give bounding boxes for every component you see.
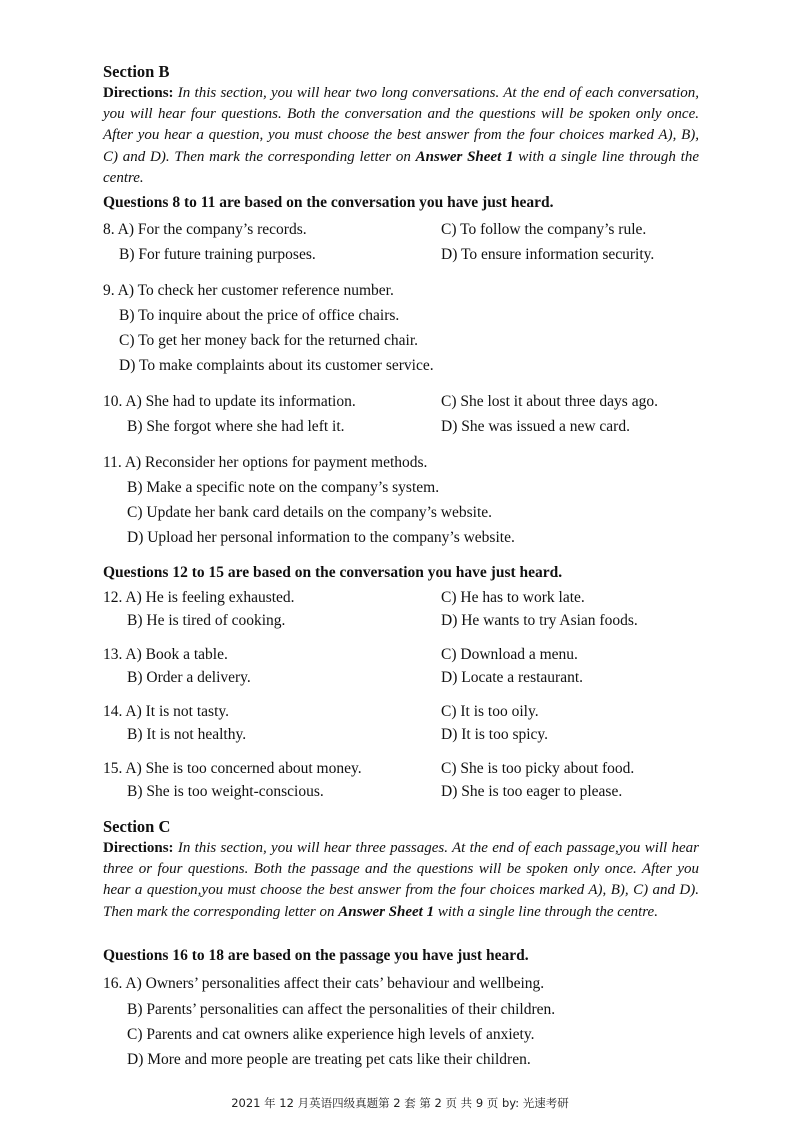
directions-label: Directions:	[103, 85, 174, 101]
directions-label: Directions:	[103, 840, 174, 856]
section-b-title: Section B	[103, 62, 170, 81]
q8-option-b: B) For future training purposes.	[119, 246, 316, 263]
q14-option-d: D) It is too spicy.	[441, 726, 549, 743]
q13-option-a: 13. A) Book a table.	[103, 646, 228, 663]
directions-end: with a single line through the centre.	[103, 148, 699, 186]
q8-option-a: 8. A) For the company’s records.	[103, 221, 307, 238]
q15-option-b: B) She is too weight-conscious.	[127, 783, 324, 800]
q8-option-d: D) To ensure information security.	[441, 246, 655, 263]
q14-option-b: B) It is not healthy.	[127, 726, 247, 743]
q12-option-d: D) He wants to try Asian foods.	[441, 612, 638, 629]
q10-option-a: 10. A) She had to update its information.	[103, 393, 356, 410]
q16-option-c: C) Parents and cat owners alike experience high levels of anxiety.	[127, 1026, 535, 1043]
q10-option-b: B) She forgot where she had left it.	[127, 418, 345, 435]
q9-option-c: C) To get her money back for the returned chair.	[119, 332, 419, 349]
q13-option-d: D) Locate a restaurant.	[441, 669, 584, 686]
q9-option-a: 9. A) To check her customer reference number.	[103, 282, 394, 299]
q11-option-c: C) Update her bank card details on the company’s website.	[127, 504, 492, 521]
q15-option-c: C) She is too picky about food.	[441, 760, 635, 777]
answer-sheet-ref: Answer Sheet 1	[338, 903, 435, 920]
q16-option-b: B) Parents’ personalities can affect the personalities of their children.	[127, 1001, 556, 1018]
q12-option-b: B) He is tired of cooking.	[127, 612, 286, 629]
section-c-directions	[103, 838, 699, 923]
q12-option-a: 12. A) He is feeling exhausted.	[103, 589, 295, 606]
questions-8-11-heading: Questions 8 to 11 are based on the conversation you have just heard.	[103, 194, 554, 211]
q14-option-a: 14. A) It is not tasty.	[103, 703, 230, 720]
page-footer: 2021 年 12 月英语四级真题第 2 套 第 2 页 共 9 页 by: 光速考研	[231, 1096, 569, 1110]
questions-16-18-heading: Questions 16 to 18 are based on the passage you have just heard.	[103, 947, 529, 964]
section-b-directions	[103, 83, 699, 189]
q13-option-b: B) Order a delivery.	[127, 669, 251, 686]
q15-option-d: D) She is too eager to please.	[441, 783, 623, 800]
q16-option-a: 16. A) Owners’ personalities affect their cats’ behaviour and wellbeing.	[103, 975, 545, 992]
q9-option-b: B) To inquire about the price of office chairs.	[119, 307, 400, 324]
answer-sheet-ref: Answer Sheet 1	[415, 148, 514, 165]
directions-end: with a single line through the centre.	[434, 903, 658, 920]
q10-option-d: D) She was issued a new card.	[441, 418, 630, 435]
directions-text: In this section, you will hear two long conversations. At the end of each conversation, you will hear four questions. Both the conversation and the questions will be spoken only once. After you hear a question, you must choose the best answer from the four choices marked A), B), C) and D). Then mark the corresponding letter on	[103, 85, 699, 165]
q9-option-d: D) To make complaints about its customer service.	[119, 357, 434, 374]
q12-option-c: C) He has to work late.	[441, 589, 585, 606]
q8-option-c: C) To follow the company’s rule.	[441, 221, 647, 238]
questions-12-15-heading: Questions 12 to 15 are based on the conversation you have just heard.	[103, 564, 563, 581]
q11-option-a: 11. A) Reconsider her options for payment methods.	[103, 454, 428, 471]
q13-option-c: C) Download a menu.	[441, 646, 578, 663]
q11-option-b: B) Make a specific note on the company’s system.	[127, 479, 440, 496]
q10-option-c: C) She lost it about three days ago.	[441, 393, 658, 410]
q15-option-a: 15. A) She is too concerned about money.	[103, 760, 362, 777]
q16-option-d: D) More and more people are treating pet cats like their children.	[127, 1051, 531, 1068]
directions-text: In this section, you will hear three passages. At the end of each passage,you will hear three or four questions. Both the passage and the questions will be spoken only once. After you hear a question,you must choose the best answer from the four choices marked A), B), C) and D). Then mark the corresponding letter on	[103, 840, 699, 920]
q11-option-d: D) Upload her personal information to the company’s website.	[127, 529, 515, 546]
section-c-title: Section C	[103, 817, 171, 836]
q14-option-c: C) It is too oily.	[441, 703, 539, 720]
